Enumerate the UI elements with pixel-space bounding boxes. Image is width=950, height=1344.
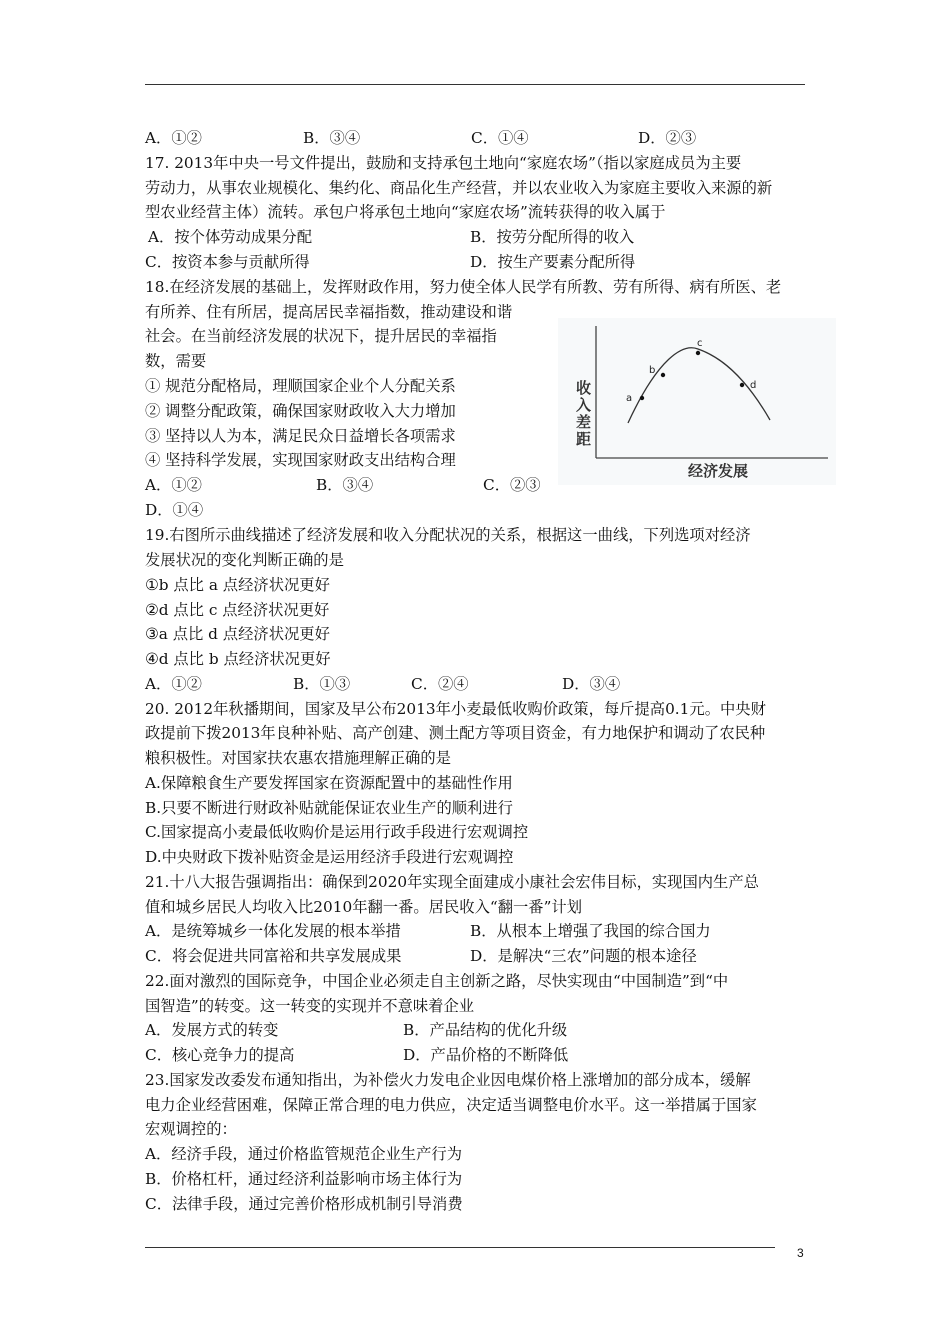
q17-option-d: D．按生产要素分配所得 [470,253,636,271]
q17-stem-line: 型农业经营主体）流转。承包户将承包土地向“家庭农场”流转获得的收入属于 [145,203,666,221]
q17-option-b: B．按劳分配所得的收入 [470,228,635,246]
q23-option-a: A．经济手段，通过价格监管规范企业生产行为 [145,1145,462,1163]
footer-rule [145,1247,775,1248]
q22-stem-line: 国智造”的转变。这一转变的实现并不意味着企业 [145,997,475,1015]
q18-stem-line: 18.在经济发展的基础上，发挥财政作用，努力使全体人民学有所教、劳有所得、病有所医、老 [145,278,782,296]
q21-option-d: D．是解决“三农”问题的根本途径 [470,947,697,965]
q17-option-a: A．按个体劳动成果分配 [148,228,313,246]
q22-stem-line: 22.面对激烈的国际竞争，中国企业必须走自主创新之路，尽快实现由“中国制造”到“中 [145,972,729,990]
q18-choice: ④ 坚持科学发展，实现国家财政支出结构合理 [145,451,456,469]
q23-stem-line: 23.国家发改委发布通知指出，为补偿火力发电企业因电煤价格上涨增加的部分成本，缓解 [145,1071,751,1089]
point-d-label: d [750,380,757,391]
x-axis-label: 经济发展 [688,462,749,480]
q17-stem-line: 劳动力，从事农业规模化、集约化、商品化生产经营，并以农业收入为家庭主要收入来源的新 [145,179,773,197]
point-a-label: a [626,393,633,404]
q21-stem-line: 值和城乡居民人均收入比2010年翻一番。居民收入“翻一番”计划 [145,898,582,916]
q18-option-a: A．①② [145,476,202,494]
q19-option-b: B．①③ [293,675,351,693]
q20-option-b: B.只要不断进行财政补贴就能保证农业生产的顺利进行 [145,799,513,817]
q19-choice: ③a 点比 d 点经济状况更好 [145,625,330,643]
q18-option-d: D．①④ [145,501,204,519]
point-a-marker [640,396,644,400]
q18-stem-line: 社会。在当前经济发展的状况下，提升居民的幸福指 [145,327,497,345]
q22-option-d: D．产品价格的不断降低 [403,1046,569,1064]
page-number: 3 [797,1246,804,1260]
q19-option-c: C．②④ [411,675,469,693]
q19-choice: ①b 点比 a 点经济状况更好 [145,576,330,594]
q18-choice: ① 规范分配格局，理顺国家企业个人分配关系 [145,377,456,395]
q20-option-c: C.国家提高小麦最低收购价是运用行政手段进行宏观调控 [145,823,529,841]
q23-option-b: B．价格杠杆，通过经济利益影响市场主体行为 [145,1170,463,1188]
q16-option-b: B．③④ [303,129,361,147]
y-axis-label: 收入差距 [574,380,592,448]
q20-option-d: D.中央财政下拨补贴资金是运用经济手段进行宏观调控 [145,848,514,866]
q20-stem-line: 粮积极性。对国家扶农惠农措施理解正确的是 [145,749,451,767]
income-gap-curve-figure [558,318,836,485]
q19-option-d: D．③④ [562,675,621,693]
q20-option-a: A.保障粮食生产要发挥国家在资源配置中的基础性作用 [145,774,513,792]
q22-option-b: B．产品结构的优化升级 [403,1021,568,1039]
q18-option-c: C．②③ [483,476,541,494]
q19-stem-line: 发展状况的变化判断正确的是 [145,551,344,569]
q18-choice: ② 调整分配政策，确保国家财政收入大力增加 [145,402,456,420]
q17-option-c: C．按资本参与贡献所得 [145,253,310,271]
q21-option-b: B．从根本上增强了我国的综合国力 [470,922,711,940]
point-c-label: c [697,338,703,349]
q19-option-a: A．①② [145,675,202,693]
q20-stem-line: 20. 2012年秋播期间，国家及早公布2013年小麦最低收购价政策，每斤提高0.1元。中央财 [145,700,766,718]
q21-option-c: C．将会促进共同富裕和共享发展成果 [145,947,402,965]
q16-option-c: C．①④ [471,129,529,147]
income-gap-curve [628,348,770,423]
point-c-marker [696,351,700,355]
point-b-marker [661,373,665,377]
point-d-marker [740,383,744,387]
q16-option-d: D．②③ [638,129,697,147]
q18-choice: ③ 坚持以人为本，满足民众日益增长各项需求 [145,427,456,445]
q18-stem-line: 数，需要 [145,352,207,370]
q23-option-c: C．法律手段，通过完善价格形成机制引导消费 [145,1195,463,1213]
curve-svg [558,318,836,485]
q21-stem-line: 21.十八大报告强调指出：确保到2020年实现全面建成小康社会宏伟目标，实现国内生产总 [145,873,759,891]
q22-option-a: A．发展方式的转变 [145,1021,279,1039]
header-rule [145,84,805,85]
point-b-label: b [649,365,656,376]
q16-option-a: A．①② [145,129,202,147]
q23-stem-line: 电力企业经营困难，保障正常合理的电力供应，决定适当调整电价水平。这一举措属于国家 [145,1096,757,1114]
q18-option-b: B．③④ [316,476,374,494]
q18-stem-line: 有所养、住有所居，提高居民幸福指数，推动建设和谐 [145,303,513,321]
q19-stem-line: 19.右图所示曲线描述了经济发展和收入分配状况的关系，根据这一曲线，下列选项对经济 [145,526,751,544]
q23-stem-line: 宏观调控的： [145,1120,237,1138]
q19-choice: ②d 点比 c 点经济状况更好 [145,601,330,619]
q20-stem-line: 政提前下拨2013年良种补贴、高产创建、测土配方等项目资金，有力地保护和调动了农民种 [145,724,766,742]
q21-option-a: A．是统筹城乡一体化发展的根本举措 [145,922,401,940]
q22-option-c: C．核心竞争力的提高 [145,1046,295,1064]
q19-choice: ④d 点比 b 点经济状况更好 [145,650,331,668]
q17-stem-line: 17. 2013年中央一号文件提出，鼓励和支持承包土地向“家庭农场”（指以家庭成员为主要 [145,154,742,172]
